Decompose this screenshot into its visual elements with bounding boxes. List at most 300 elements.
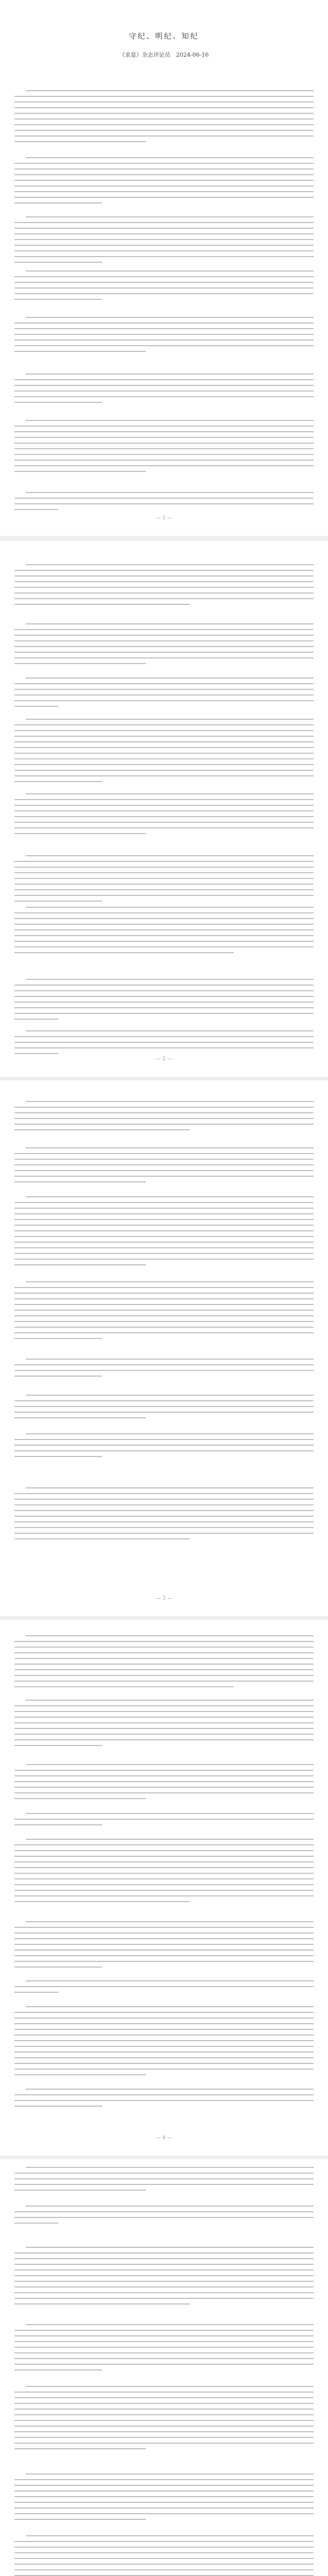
text-line (14, 1510, 314, 1511)
paragraph (14, 1700, 314, 1751)
text-line (26, 719, 314, 720)
text-line (14, 2541, 314, 2542)
text-line (14, 1844, 314, 1845)
text-line (26, 2535, 314, 2536)
text-line (14, 498, 314, 499)
text-line (26, 1700, 314, 1701)
text-line (14, 1176, 314, 1177)
paragraph (14, 2167, 314, 2195)
text-line (14, 946, 314, 947)
paragraph (14, 1433, 314, 1462)
text-line (26, 1921, 314, 1922)
text-line (14, 1873, 314, 1874)
text-line (14, 822, 314, 823)
text-line (14, 2264, 314, 2265)
text-line (14, 2023, 314, 2024)
text-line (14, 1293, 314, 1294)
text-line (14, 706, 58, 707)
text-line (14, 1107, 314, 1108)
paragraph (14, 1359, 314, 1381)
text-line (14, 448, 314, 449)
text-line (26, 90, 314, 91)
text-line (14, 1641, 314, 1642)
text-line (26, 979, 314, 980)
text-line (14, 1861, 314, 1862)
text-line (14, 503, 314, 504)
text-line (14, 1332, 314, 1333)
text-line (14, 2100, 314, 2101)
text-line (14, 1717, 314, 1718)
text-line (14, 1669, 314, 1670)
text-line (14, 2258, 314, 2259)
text-line (14, 1927, 314, 1928)
text-line (14, 345, 314, 346)
text-line (14, 2018, 314, 2019)
text-line (14, 2369, 102, 2370)
text-line (26, 2386, 314, 2387)
text-line (26, 270, 314, 272)
text-line (14, 2069, 314, 2070)
text-line (14, 1219, 314, 1220)
text-line (14, 1770, 314, 1771)
paragraph (14, 2386, 314, 2454)
text-line (14, 1042, 314, 1043)
text-line (14, 2252, 314, 2253)
text-line (14, 1450, 314, 1451)
text-line (14, 1504, 314, 1505)
text-line (14, 2211, 314, 2212)
text-line (14, 884, 314, 885)
paragraph (14, 677, 314, 711)
text-line (14, 2443, 314, 2444)
text-line (14, 174, 314, 175)
text-line (14, 1527, 314, 1528)
text-line (14, 328, 314, 329)
text-line (14, 2275, 314, 2276)
text-line (14, 2063, 314, 2064)
text-line (14, 753, 314, 754)
text-line (14, 2479, 314, 2480)
text-line (14, 810, 314, 811)
text-line (14, 2029, 314, 2030)
text-line (14, 2496, 314, 2497)
text-line (14, 1019, 58, 1020)
text-line (14, 228, 314, 229)
text-line (14, 2502, 314, 2503)
text-line (14, 1439, 314, 1440)
text-line (14, 990, 314, 991)
text-line (14, 816, 314, 817)
paragraph (14, 1635, 314, 1692)
text-line (14, 1007, 314, 1008)
text-line (14, 2173, 314, 2174)
text-line (14, 1164, 314, 1165)
text-line (14, 2223, 58, 2224)
text-line (14, 2431, 314, 2432)
text-line (14, 1364, 314, 1365)
text-line (14, 598, 314, 599)
text-line (14, 1242, 314, 1243)
text-line (14, 1824, 102, 1825)
text-line (14, 1538, 190, 1539)
text-line (26, 623, 314, 624)
text-line (14, 2330, 314, 2331)
document-page (0, 541, 328, 1077)
text-line (14, 2106, 102, 2107)
text-line (14, 2190, 146, 2191)
text-line (14, 985, 314, 986)
text-line (14, 581, 314, 582)
text-line (14, 1118, 314, 1119)
document-title: 守纪、明纪、知纪 (129, 32, 199, 41)
text-line (14, 239, 314, 240)
text-line (14, 1213, 314, 1214)
text-line (14, 185, 314, 187)
text-line (14, 1664, 314, 1665)
text-line (14, 1944, 314, 1945)
text-line (26, 1980, 314, 1981)
paragraph (14, 907, 314, 958)
text-line (14, 1967, 102, 1968)
text-line (14, 293, 314, 294)
text-line (14, 1950, 314, 1951)
page-number: — 2 — (155, 1056, 173, 1062)
text-line (14, 1647, 314, 1648)
text-line (14, 833, 146, 834)
text-line (26, 1359, 314, 1360)
text-line (14, 1878, 314, 1879)
text-line (14, 646, 314, 647)
text-line (14, 1338, 102, 1339)
text-line (14, 799, 314, 800)
text-line (14, 1938, 314, 1939)
text-line (14, 2364, 314, 2365)
paragraph (14, 2006, 314, 2080)
paragraph (14, 2089, 314, 2111)
text-line (14, 1327, 314, 1328)
text-line (14, 1955, 314, 1956)
text-line (14, 652, 314, 653)
text-line (14, 379, 314, 380)
text-line (14, 2420, 314, 2421)
text-line (14, 1445, 314, 1446)
text-line (14, 1705, 314, 1706)
text-line (14, 2448, 146, 2449)
page-number: — 4 — (155, 2135, 173, 2141)
text-line (14, 1792, 314, 1793)
text-line (26, 492, 314, 493)
text-line (14, 287, 314, 289)
paragraph (14, 2206, 314, 2228)
text-line (14, 1775, 314, 1776)
text-line (14, 1002, 314, 1003)
text-line (14, 2392, 314, 2393)
text-line (14, 1406, 314, 1407)
text-line (14, 118, 314, 120)
text-line (14, 1711, 314, 1712)
text-line (14, 872, 314, 873)
text-line (14, 861, 314, 862)
paragraph (14, 1764, 314, 1804)
text-line (14, 2303, 190, 2304)
text-line (14, 2184, 314, 2185)
text-line (14, 1787, 314, 1788)
text-line (14, 460, 314, 461)
text-line (14, 570, 314, 571)
paragraph (14, 1839, 314, 1907)
document-byline: 《求是》杂志评论员 2024-06-16 (119, 52, 209, 58)
text-line (14, 1047, 314, 1048)
text-line (14, 689, 314, 690)
text-line (14, 509, 58, 510)
text-line (14, 2513, 314, 2514)
text-line (14, 2403, 314, 2404)
text-line (14, 2040, 314, 2041)
text-line (14, 2437, 314, 2438)
text-line (26, 2247, 314, 2248)
paragraph (14, 1030, 314, 1059)
text-line (14, 222, 314, 223)
text-line (26, 1635, 314, 1636)
text-line (14, 764, 314, 765)
text-line (14, 1895, 314, 1896)
text-line (14, 130, 314, 131)
text-line (14, 1170, 314, 1171)
document-page (0, 1620, 328, 2156)
text-line (14, 443, 314, 444)
text-line (14, 1298, 314, 1299)
text-line (14, 2507, 314, 2509)
text-line (14, 895, 314, 896)
text-line (14, 1259, 314, 1260)
text-line (14, 1516, 314, 1517)
text-line (14, 918, 314, 919)
text-line (14, 180, 314, 181)
text-line (14, 1129, 190, 1130)
text-line (14, 683, 314, 684)
text-line (14, 1112, 314, 1113)
paragraph (14, 979, 314, 1024)
page-number: — 1 — (155, 515, 173, 521)
text-line (26, 793, 314, 794)
text-line (14, 996, 314, 997)
text-line (14, 1181, 146, 1182)
text-line (26, 1813, 314, 1814)
text-line (14, 2074, 146, 2075)
text-line (14, 2485, 314, 2486)
text-line (14, 1961, 314, 1962)
paragraph (14, 2535, 314, 2576)
text-line (14, 724, 314, 725)
text-line (14, 1658, 314, 1659)
document-page (0, 2159, 328, 2576)
text-line (14, 2347, 314, 2348)
text-line (14, 741, 314, 742)
text-line (14, 1734, 314, 1735)
text-line (26, 317, 314, 318)
text-line (14, 2335, 314, 2336)
paragraph (14, 492, 314, 515)
text-line (14, 1315, 314, 1316)
text-line (14, 1236, 314, 1237)
text-line (14, 340, 314, 341)
text-line (14, 1867, 314, 1868)
text-line (14, 592, 314, 594)
text-line (14, 2490, 314, 2492)
text-line (14, 2558, 314, 2559)
text-line (14, 827, 314, 828)
text-line (14, 878, 314, 879)
paragraph (14, 1196, 314, 1270)
text-line (14, 2569, 314, 2570)
text-line (14, 1310, 314, 1311)
text-line (26, 2324, 314, 2325)
text-line (26, 907, 314, 908)
text-line (14, 1304, 314, 1305)
text-line (14, 2094, 314, 2095)
paragraph (14, 317, 314, 357)
text-line (14, 629, 314, 630)
page-number: — 3 — (155, 1596, 173, 1601)
text-line (14, 770, 314, 771)
text-line (14, 250, 314, 251)
text-line (26, 420, 314, 421)
text-line (14, 385, 314, 386)
text-line (14, 1417, 146, 1418)
text-line (14, 1675, 314, 1676)
text-line (14, 1370, 314, 1371)
text-line (14, 2269, 314, 2270)
text-line (14, 1850, 314, 1851)
text-line (14, 781, 102, 782)
text-line (14, 1652, 314, 1653)
text-line (26, 1764, 314, 1765)
text-line (14, 775, 314, 776)
text-line (14, 1230, 314, 1231)
text-line (26, 1196, 314, 1197)
text-line (26, 1101, 314, 1102)
text-line (14, 2178, 314, 2179)
text-line (14, 657, 314, 658)
text-line (14, 1686, 234, 1687)
text-line (14, 1412, 314, 1413)
text-line (14, 587, 314, 588)
text-line (14, 1890, 314, 1891)
text-line (14, 635, 314, 636)
text-line (14, 2397, 314, 2398)
text-line (26, 1030, 314, 1031)
text-line (14, 1053, 58, 1054)
text-line (14, 437, 314, 438)
text-line (26, 1839, 314, 1840)
paragraph (14, 2473, 314, 2524)
text-line (14, 262, 102, 263)
text-line (14, 1722, 314, 1723)
text-line (14, 1159, 314, 1160)
text-line (14, 1202, 314, 1203)
paragraph (14, 157, 314, 208)
text-line (14, 431, 314, 432)
text-line (14, 1728, 314, 1729)
text-line (26, 677, 314, 679)
text-line (14, 575, 314, 577)
text-line (14, 694, 314, 696)
paragraph (14, 374, 314, 408)
paragraph (14, 719, 314, 787)
text-line (14, 299, 102, 300)
text-line (14, 1739, 314, 1740)
text-line (26, 1147, 314, 1148)
text-line (14, 454, 314, 455)
paragraph (14, 1147, 314, 1187)
text-line (14, 2519, 146, 2520)
text-line (14, 391, 314, 392)
paragraph (14, 855, 314, 906)
text-line (14, 924, 314, 925)
text-line (14, 323, 314, 324)
text-line (14, 736, 314, 737)
text-line (14, 758, 314, 759)
paragraph (14, 2324, 314, 2375)
text-line (26, 1281, 314, 1282)
text-line (14, 1253, 314, 1254)
document-page (0, 0, 328, 536)
text-line (14, 1499, 314, 1500)
text-line (14, 1819, 314, 1820)
text-line (14, 141, 146, 142)
text-line (14, 2046, 314, 2047)
paragraph (14, 564, 314, 609)
text-line (14, 2012, 314, 2013)
text-line (14, 700, 314, 701)
text-line (14, 2281, 314, 2282)
text-line (14, 1400, 314, 1401)
text-line (14, 1225, 314, 1226)
text-line (14, 2552, 314, 2553)
paragraph (14, 793, 314, 839)
text-line (26, 374, 314, 375)
text-line (14, 351, 146, 352)
text-line (14, 124, 314, 125)
paragraph (14, 1921, 314, 1972)
text-line (14, 396, 314, 397)
text-line (14, 1781, 314, 1782)
text-line (14, 912, 314, 913)
text-line (14, 168, 314, 170)
text-line (14, 334, 314, 335)
paragraph (14, 420, 314, 477)
text-line (14, 1901, 190, 1902)
text-line (26, 1395, 314, 1396)
text-line (14, 2341, 314, 2342)
text-line (14, 1798, 146, 1799)
text-line (14, 2057, 314, 2058)
text-line (14, 1986, 314, 1987)
text-line (14, 2292, 314, 2293)
text-line (14, 2035, 314, 2036)
paragraph (14, 2247, 314, 2309)
text-line (14, 1745, 102, 1746)
text-line (14, 113, 314, 114)
text-line (14, 941, 314, 942)
text-line (14, 101, 314, 103)
text-line (26, 1487, 314, 1488)
text-line (14, 2352, 314, 2353)
text-line (26, 157, 314, 158)
text-line (14, 867, 314, 868)
text-line (14, 889, 314, 890)
paragraph (14, 216, 314, 267)
